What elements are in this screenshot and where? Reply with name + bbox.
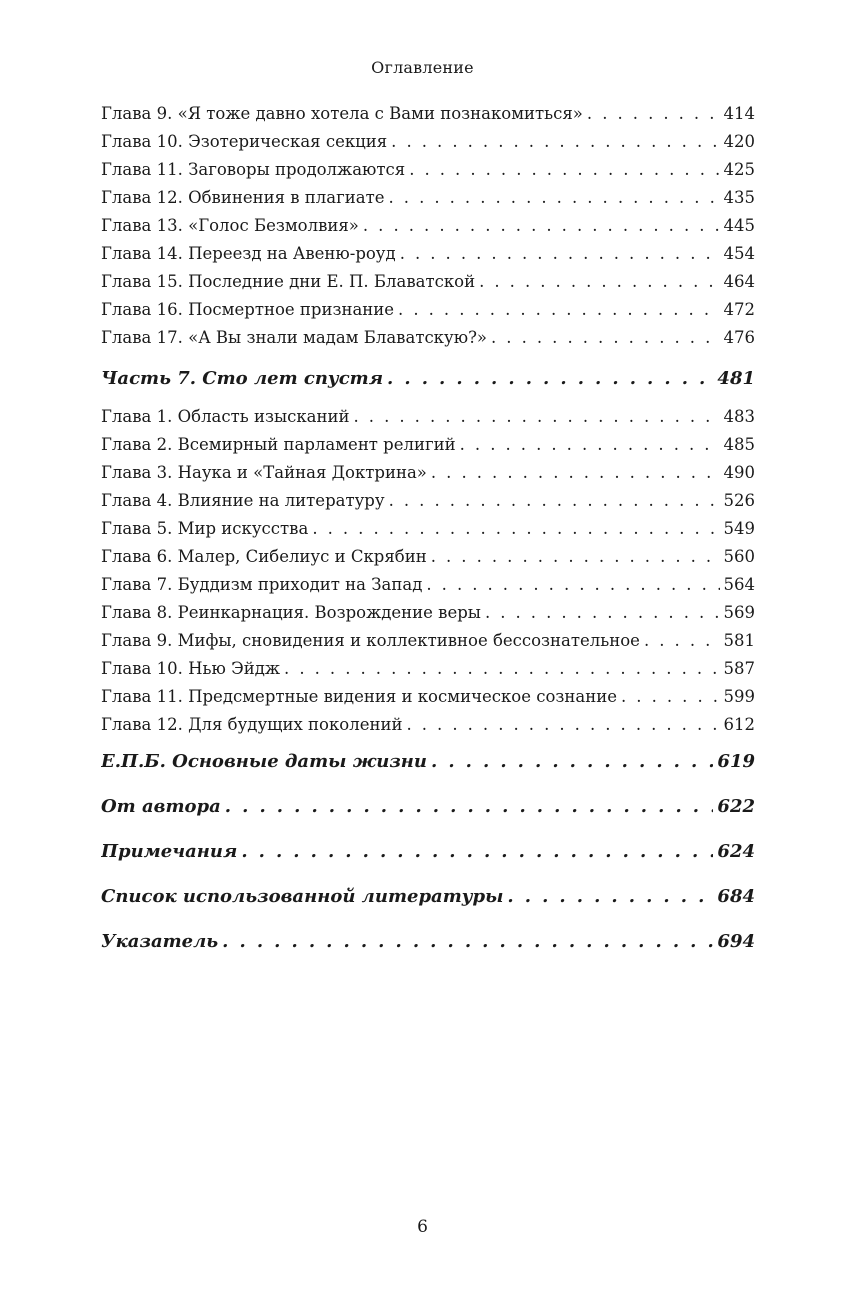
toc-entry-page: 445 xyxy=(723,216,755,235)
toc-leader-dots xyxy=(644,627,720,655)
toc-leader-dots xyxy=(431,459,720,487)
toc-back-matter-title: Примечания xyxy=(101,841,238,862)
toc-back-matter-entry[interactable] xyxy=(101,784,755,829)
toc-leader-dots xyxy=(389,487,720,515)
toc-leader-dots xyxy=(363,212,720,240)
toc-entry-title: Глава 15. Последние дни Е. П. Блаватской xyxy=(101,272,476,291)
toc-entry[interactable] xyxy=(101,156,755,184)
toc-entry[interactable] xyxy=(101,184,755,212)
toc-entry-page: 526 xyxy=(723,491,755,510)
toc-entry-title: Глава 11. Предсмертные видения и космическое сознание xyxy=(101,687,618,706)
toc-back-matter-page: 622 xyxy=(717,796,755,817)
toc-entry-title: Глава 9. «Я тоже давно хотела с Вами познакомиться» xyxy=(101,104,583,123)
toc-entry[interactable] xyxy=(101,128,755,156)
toc-entry[interactable] xyxy=(101,296,755,324)
toc-entry-page: 454 xyxy=(723,244,755,263)
toc-leader-dots xyxy=(225,784,714,829)
toc-entry-title: Глава 12. Для будущих поколений xyxy=(101,715,403,734)
toc-entry-page: 599 xyxy=(723,687,755,706)
toc-entry-title: Глава 5. Мир искусства xyxy=(101,519,309,538)
toc-entry-page: 581 xyxy=(723,631,755,650)
toc-leader-dots xyxy=(312,515,719,543)
toc-leader-dots xyxy=(491,324,719,352)
toc-leader-dots xyxy=(479,268,719,296)
toc-entry[interactable] xyxy=(101,240,755,268)
toc-back-matter-page: 619 xyxy=(717,751,755,772)
toc-entry-title: Глава 6. Малер, Сибелиус и Скрябин xyxy=(101,547,427,566)
toc-entry[interactable] xyxy=(101,403,755,431)
table-of-contents xyxy=(101,100,755,964)
toc-leader-dots xyxy=(241,829,713,874)
toc-entry-title: Глава 4. Влияние на литературу xyxy=(101,491,385,510)
toc-entry-page: 472 xyxy=(723,300,755,319)
toc-back-matter-entry[interactable] xyxy=(101,829,755,874)
toc-back-matter-title: Е.П.Б. Основные даты жизни xyxy=(101,751,428,772)
toc-leader-dots xyxy=(284,655,719,683)
toc-leader-dots xyxy=(460,431,720,459)
toc-entry-page: 476 xyxy=(723,328,755,347)
toc-entry-title: Глава 12. Обвинения в плагиате xyxy=(101,188,385,207)
toc-part-title: Часть 7. Сто лет спустя xyxy=(101,368,384,389)
toc-entry[interactable] xyxy=(101,459,755,487)
toc-entry[interactable] xyxy=(101,515,755,543)
toc-entry-title: Глава 17. «А Вы знали мадам Блаватскую?» xyxy=(101,328,488,347)
toc-entry-page: 483 xyxy=(723,407,755,426)
toc-entry-page: 564 xyxy=(723,575,755,594)
toc-leader-dots xyxy=(431,739,713,784)
toc-entry[interactable] xyxy=(101,599,755,627)
toc-entry-title: Глава 7. Буддизм приходит на Запад xyxy=(101,575,423,594)
toc-entry-page: 587 xyxy=(723,659,755,678)
toc-entry[interactable] xyxy=(101,571,755,599)
toc-leader-dots xyxy=(409,156,719,184)
toc-entry[interactable] xyxy=(101,324,755,352)
toc-leader-dots xyxy=(387,356,713,401)
toc-entry[interactable] xyxy=(101,487,755,515)
toc-leader-dots xyxy=(431,543,720,571)
toc-entry[interactable] xyxy=(101,711,755,739)
toc-back-matter-page: 684 xyxy=(717,886,755,907)
toc-entry-title: Глава 8. Реинкарнация. Возрождение веры xyxy=(101,603,481,622)
toc-leader-dots xyxy=(388,184,719,212)
toc-leader-dots xyxy=(391,128,719,156)
toc-back-matter-title: Список использованной литературы xyxy=(101,886,504,907)
toc-entry-title: Глава 13. «Голос Безмолвия» xyxy=(101,216,359,235)
toc-back-matter-entry[interactable] xyxy=(101,919,755,964)
toc-entry[interactable] xyxy=(101,431,755,459)
toc-entry-page: 464 xyxy=(723,272,755,291)
toc-leader-dots xyxy=(426,571,719,599)
toc-back-matter-entry[interactable] xyxy=(101,874,755,919)
toc-entry-page: 414 xyxy=(723,104,755,123)
toc-leader-dots xyxy=(400,240,720,268)
toc-leader-dots xyxy=(587,100,720,128)
toc-entry-title: Глава 3. Наука и «Тайная Доктрина» xyxy=(101,463,427,482)
toc-leader-dots xyxy=(406,711,719,739)
toc-back-matter-title: От автора xyxy=(101,796,221,817)
toc-entry-title: Глава 16. Посмертное признание xyxy=(101,300,395,319)
running-head: Оглавление xyxy=(371,58,474,77)
toc-entry-page: 560 xyxy=(723,547,755,566)
toc-entry[interactable] xyxy=(101,212,755,240)
toc-entry-page: 485 xyxy=(723,435,755,454)
toc-back-matter-page: 694 xyxy=(717,931,755,952)
toc-entry-page: 420 xyxy=(723,132,755,151)
toc-entry[interactable] xyxy=(101,543,755,571)
toc-back-matter-entry[interactable] xyxy=(101,739,755,784)
toc-entry-title: Глава 10. Эзотерическая секция xyxy=(101,132,388,151)
toc-entry-title: Глава 10. Нью Эйдж xyxy=(101,659,281,678)
toc-entry[interactable] xyxy=(101,268,755,296)
toc-entry[interactable] xyxy=(101,100,755,128)
toc-leader-dots xyxy=(398,296,719,324)
toc-leader-dots xyxy=(222,919,713,964)
toc-entry-title: Глава 9. Мифы, сновидения и коллективное бессознательное xyxy=(101,631,640,650)
toc-leader-dots xyxy=(485,599,720,627)
toc-back-matter-title: Указатель xyxy=(101,931,219,952)
toc-entry-page: 549 xyxy=(723,519,755,538)
toc-entry[interactable] xyxy=(101,627,755,655)
toc-entry[interactable] xyxy=(101,655,755,683)
toc-leader-dots xyxy=(621,683,719,711)
toc-part-page: 481 xyxy=(717,368,755,389)
toc-leader-dots xyxy=(354,403,720,431)
toc-entry-page: 425 xyxy=(723,160,755,179)
toc-entry-title: Глава 14. Переезд на Авеню-роуд xyxy=(101,244,396,263)
toc-entry-title: Глава 2. Всемирный парламент религий xyxy=(101,435,456,454)
toc-entry-page: 569 xyxy=(723,603,755,622)
toc-leader-dots xyxy=(507,874,713,919)
toc-entry-title: Глава 1. Область изысканий xyxy=(101,407,350,426)
toc-back-matter-page: 624 xyxy=(717,841,755,862)
toc-part-heading[interactable] xyxy=(101,356,755,401)
toc-entry-page: 435 xyxy=(723,188,755,207)
toc-entry-page: 612 xyxy=(723,715,755,734)
toc-entry-title: Глава 11. Заговоры продолжаются xyxy=(101,160,406,179)
page-number: 6 xyxy=(417,1217,428,1237)
toc-entry-page: 490 xyxy=(723,463,755,482)
toc-entry[interactable] xyxy=(101,683,755,711)
